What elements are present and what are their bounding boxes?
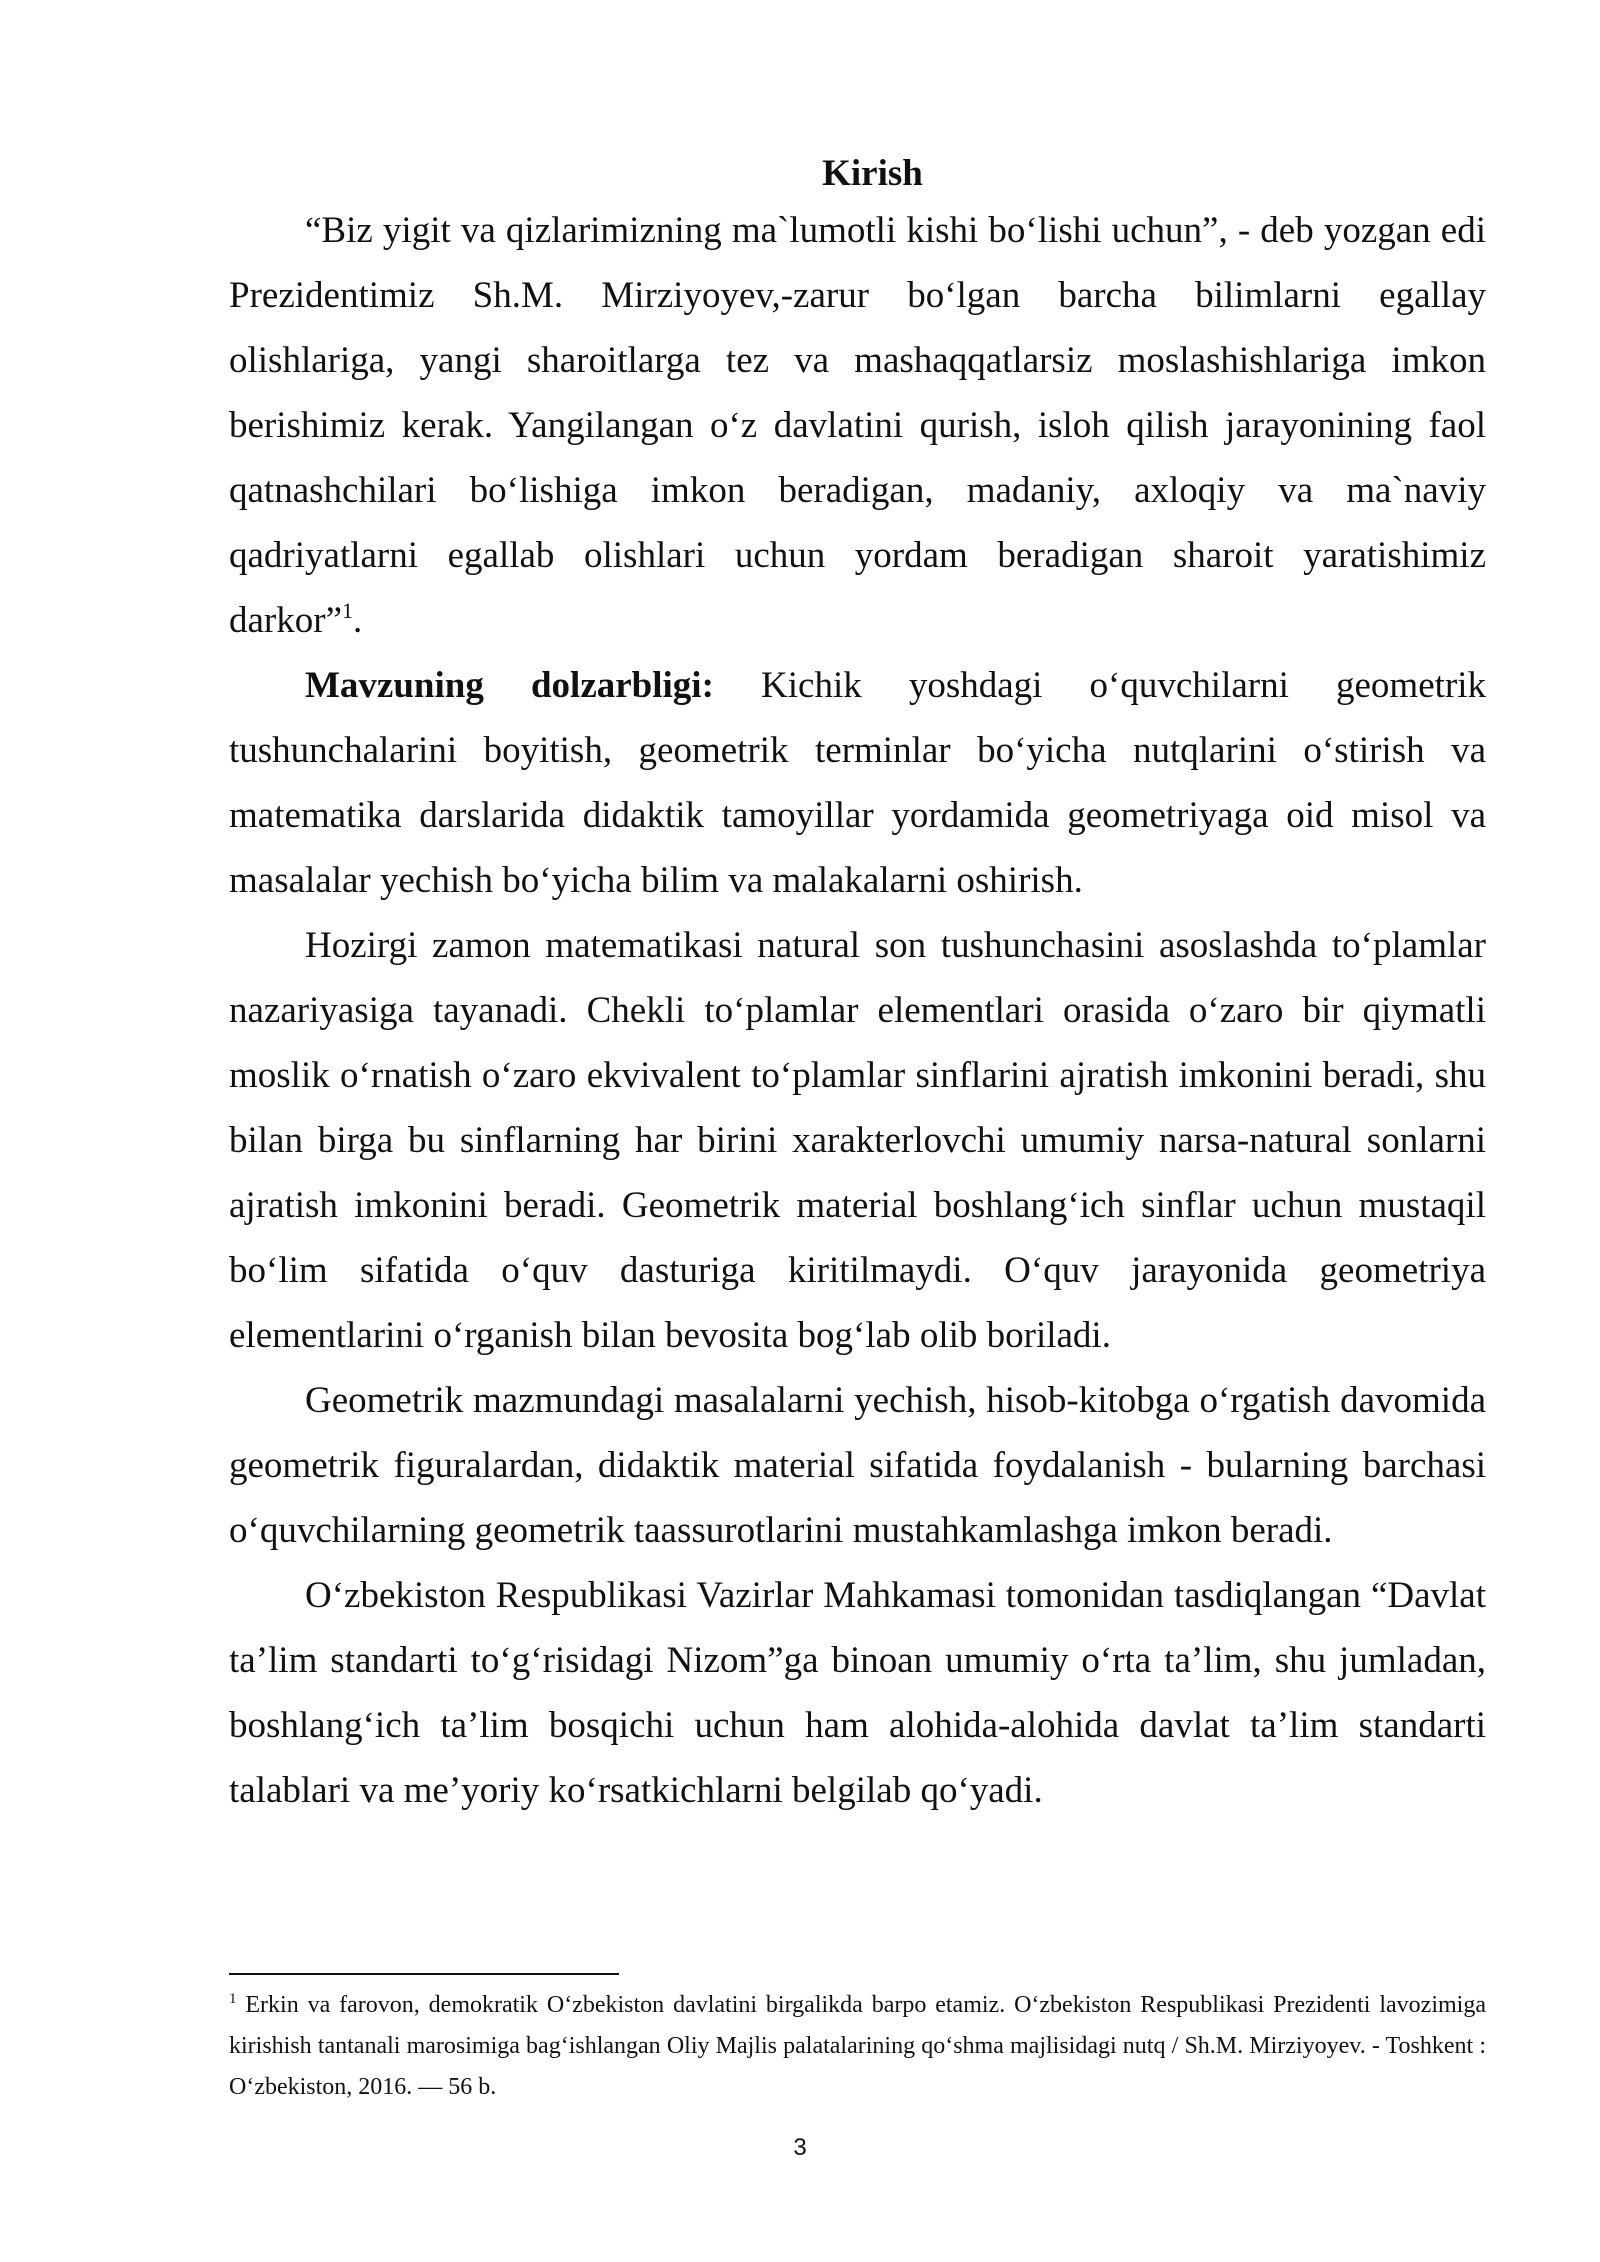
footnote: [229, 1985, 1486, 2108]
paragraph-quote: [229, 198, 1486, 653]
relevance-text: Kichik yoshdagi o‘quvchilarni geometrik tushunchalarini boyitish, geometrik terminlar bo‘yicha nutqlarini o‘stirish va matematika darslarida didaktik tamoyillar yordamida geometriyaga oid misol va masalalar yechish bo‘yicha bilim va malakalarni oshirish.: [229, 665, 1486, 901]
paragraph-geometric-tasks: Geometrik mazmundagi masalalarni yechish, hisob-kitobga o‘rgatish davomida geometrik figuralardan, didaktik material sifatida foydalanish - bularning barchasi o‘quvchilarning geometrik taassurotlarini mustahkamlashga imkon beradi.: [229, 1380, 1486, 1551]
page-body: [229, 150, 1486, 1823]
footnote-text: Erkin va farovon, demokratik O‘zbekiston davlatini birgalikda barpo etamiz. O‘zbekiston Respublikasi Prezidenti lavozimiga kirishish tantanali marosimiga bag‘ishlangan Oliy Majlis palatalarining qo‘shma majlisidagi nutq / Sh.M. Mirziyoyev. - Toshkent : O‘zbekiston, 2016. — 56 b.: [229, 1992, 1486, 2100]
paragraph-sets-theory: Hozirgi zamon matematikasi natural son tushunchasini asoslashda to‘plamlar nazariyasiga tayanadi. Chekli to‘plamlar elementlari orasida o‘zaro bir qiymatli moslik o‘rnatish o‘zaro ekvivalent to‘plamlar sinflarini ajratish imkonini beradi, shu bilan birga bu sinflarning har birini xarakterlovchi umumiy narsa-natural sonlarni ajratish imkonini beradi. Geometrik material boshlang‘ich sinflar uchun mustaqil bo‘lim sifatida o‘quv dasturiga kiritilmaydi. O‘quv jarayonida geometriya elementlarini o‘rganish bilan bevosita bog‘lab olib boriladi.: [229, 925, 1486, 1356]
paragraph-quote-text: “Biz yigit va qizlarimizning ma`lumotli kishi bo‘lishi uchun”, - deb yozgan edi Prezidentimiz Sh.M. Mirziyoyev,-zarur bo‘lgan barcha bilimlarni egallay olishlariga, yangi sharoitlarga tez va mashaqqatlarsiz moslashishlariga imkon berishimiz kerak. Yangilangan o‘z davlatini qurish, isloh qilish jarayonining faol qatnashchilari bo‘lishiga imkon beradigan, madaniy, axloqiy va ma`naviy qadriyatlarni egallab olishlari uchun yordam beradigan sharoit yaratishimiz darkor”: [229, 210, 1486, 641]
section-title: Kirish: [822, 153, 923, 194]
relevance-heading: Mavzuning dolzarbligi:: [305, 665, 714, 706]
paragraph-quote-end: .: [353, 600, 363, 641]
paragraph-relevance: [229, 653, 1486, 913]
footnote-marker: 1: [229, 1991, 237, 2007]
footnote-reference[interactable]: 1: [342, 598, 353, 623]
page-number: 3: [793, 2134, 807, 2161]
paragraph-education-standard: O‘zbekiston Respublikasi Vazirlar Mahkamasi tomonidan tasdiqlangan “Davlat ta’lim standarti to‘g‘risidagi Nizom”ga binoan umumiy o‘rta ta’lim, shu jumladan, boshlang‘ich ta’lim bosqichi uchun ham alohida-alohida davlat ta’lim standarti talablari va me’yoriy ko‘rsatkichlarni belgilab qo‘yadi.: [229, 1575, 1486, 1811]
footnote-separator: [229, 1973, 619, 1975]
